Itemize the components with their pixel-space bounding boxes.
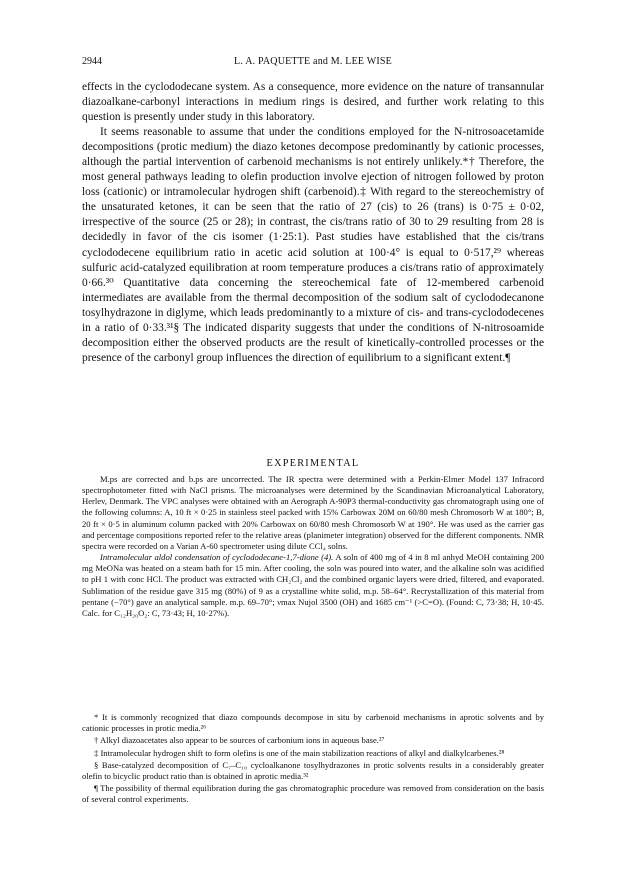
run-in-title: Intramolecular aldol condensation of cyclododecane-1,7-dione (4). xyxy=(100,552,334,563)
footnotes xyxy=(82,712,544,807)
body-paragraph-2: It seems reasonable to assume that under the conditions employed for the N-nitrosoacetamide decompositions (protic medium) the diazo ketones decompose predominantly by cationic processes, although the partial intervention of carbenoid mechanisms is not entirely unlikely.*† Therefore, the most general pathways leading to olefin production involve ejection of nitrogen followed by proton loss (cationic) or intramolecular hydrogen shift (carbenoid).‡ With regard to the stereochemistry of the unsaturated ketones, it can be seen that the ratio of 27 (cis) to 26 (trans) is 0·75 ± 0·02, irrespective of the source (25 or 28); in contrast, the cis/trans ratio of 30 to 29 resulting from 28 is decidedly in favor of the cis isomer (1·25:1). Past studies have established that the cis/trans cyclododecene equilibrium ratio in acetic acid solution at 100·4° is equal to 0·517,²⁹ whereas sulfuric acid-catalyzed equilibration at room temperature produces a cis/trans ratio of approximately 0·66.³⁰ Quantitative data concerning the stereochemical fate of 12-membered carbenoid intermediates are available from the thermal decomposition of the sodium salt of cyclododecanone tosylhydrazone in diglyme, which leads predominantly to a mixture of cis- and trans-cyclododecenes in a ratio of 0·33.³¹§ The indicated disparity suggests that under the conditions of N-nitrosoamide decomposition either the observed products are the result of kinetically-controlled processes or the presence of the carbonyl group influences the direction of equilibrium to a significant extent.¶ xyxy=(82,126,544,364)
footnote-asterisk: * It is commonly recognized that diazo compounds decompose in situ by carbenoid mechanisms in aprotic solvents and by cationic processes in protic media.²⁶ xyxy=(82,712,544,734)
experimental-section xyxy=(82,474,544,619)
footnote-paragraph: ¶ The possibility of thermal equilibration during the gas chromatographic procedure was removed from consideration on the basis of several control experiments. xyxy=(82,783,544,805)
footnote-section: § Base-catalyzed decomposition of C₇–C₁₀ cycloalkanone tosylhydrazones in protic solvents results in a considerably greater olefin to bicyclic product ratio than is obtained in aprotic media.³² xyxy=(82,759,544,782)
experimental-paragraph-general: M.ps are corrected and b.ps are uncorrected. The IR spectra were determined with a Perkin-Elmer Model 137 Infracord spectrophotometer fitted with NaCl prisms. The microanalyses were determined by the Scandinavian Microanalytical Laboratory, Herlev, Denmark. The VPC analyses were obtained with an Aerograph A-90P3 thermal-conductivity gas chromatograph using one of the following columns: A, 10 ft × 0·25 in stainless steel packed with 15% Carbowax 20M on 60/80 mesh Chromosorb W at 180°; B, 20 ft × 0·5 in aluminum column packed with 20% Carbowax on 60/80 mesh Chromosorb W at 190°. He was used as the carrier gas and percentage compositions reported refer to the relative areas (planimeter integration) observed for the different components. NMR spectra were recorded on a Varian A-60 spectrometer using dilute CCl₄ solns. xyxy=(82,474,544,551)
main-text xyxy=(82,80,544,366)
footnote-dagger: † Alkyl diazoacetates also appear to be sources of carbonium ions in aqueous base.²⁷ xyxy=(94,735,385,746)
procedure-text: A soln of 400 mg of 4 in 8 ml anhyd MeOH containing 200 mg MeONa was heated on a steam bath for 15 min. After cooling, the soln was poured into water, and the alkaline soln was acidified to pH 1 with conc HCl. The product was extracted with CH₂Cl₂ and the combined organic layers were dried, filtered, and evaporated. Sublimation of the residue gave 315 mg (80%) of 9 as a crystalline white solid, m.p. 58–64°. Recrystallization of this material from pentane (−70°) gave an analytical sample. m.p. 69–70°; νmax Nujol 3500 (OH) and 1685 cm⁻¹ (>C=O). (Found: C, 73·38; H, 10·45. Calc. for C₁₂H₂₀O₂: C, 73·43; H, 10·27%). xyxy=(82,552,544,618)
experimental-paragraph-aldol xyxy=(82,552,544,619)
page-header xyxy=(82,56,544,72)
body-paragraph-1: effects in the cyclododecane system. As a consequence, more evidence on the nature of transannular diazoalkane-carbonyl interactions in medium rings is desired, and further work relating to this question is presently under study in this laboratory. xyxy=(82,81,544,124)
page-number: 2944 xyxy=(82,56,102,67)
running-head: L. A. PAQUETTE and M. LEE WISE xyxy=(234,56,392,67)
section-heading-experimental: EXPERIMENTAL xyxy=(266,458,360,469)
footnote-double-dagger: ‡ Intramolecular hydrogen shift to form olefins is one of the main stabilization reactions of alkyl and dialkylcarbenes.²⁸ xyxy=(94,747,505,758)
